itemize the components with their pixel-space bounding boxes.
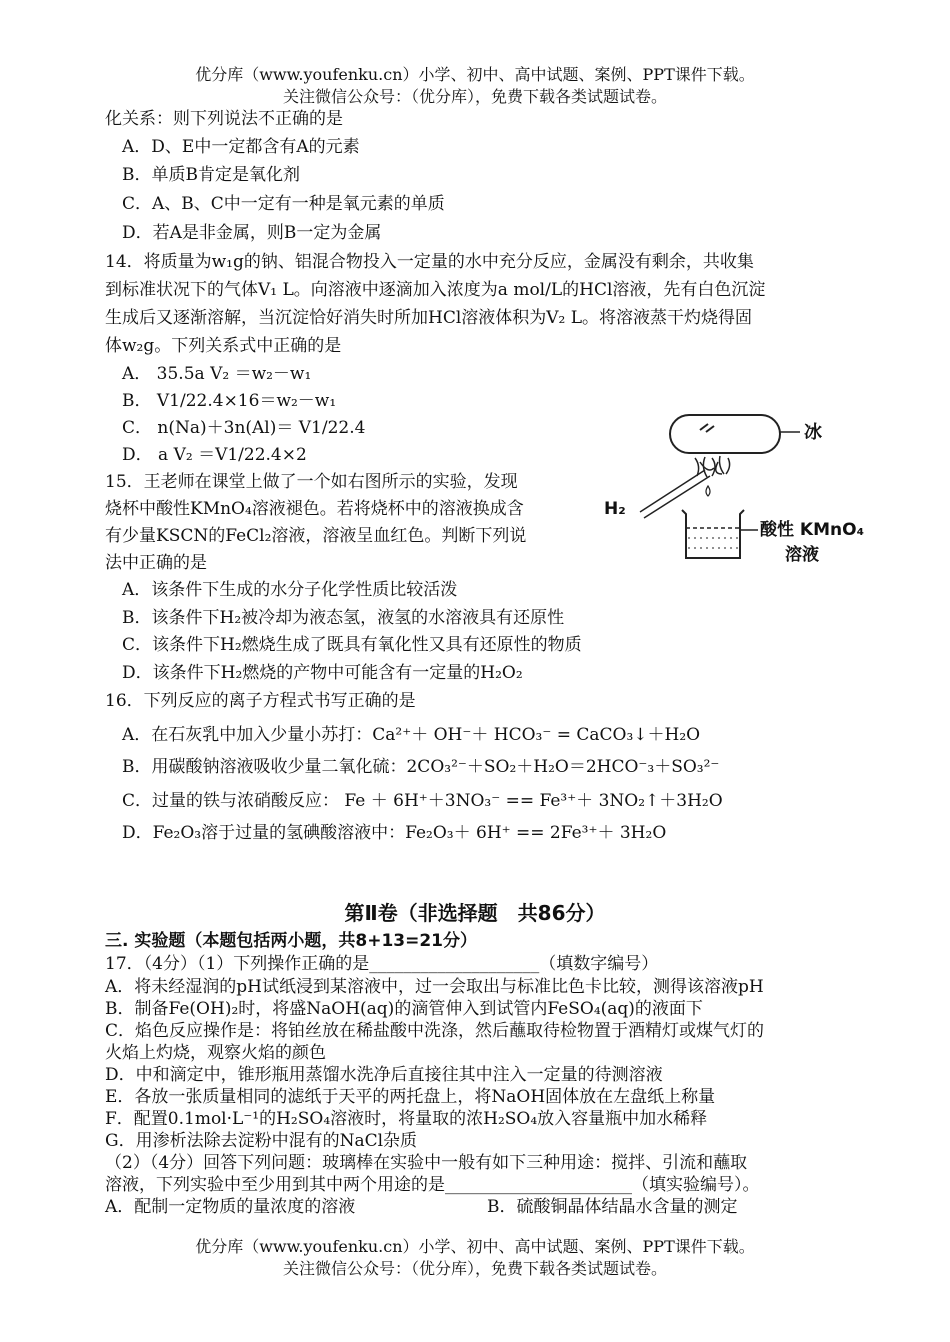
q17-option-b: B．制备Fe(OH)₂时，将盛NaOH(aq)的滴管伸入到试管内FeSO₄(aq)的液面下 <box>105 999 703 1019</box>
experiment-figure <box>600 410 890 600</box>
beaker-label-line-2: 溶液 <box>785 545 819 565</box>
q15-option-d: D．该条件下H₂燃烧的产物中可能含有一定量的H₂O₂ <box>122 663 523 683</box>
q17-part2-option-a: A．配制一定物质的量浓度的溶液 <box>105 1197 356 1217</box>
q14-option-b: B． V1/22.4×16＝w₂－w₁ <box>122 391 337 411</box>
q14-line-1: 14．将质量为w₁g的钠、铝混合物投入一定量的水中充分反应，金属没有剩余，共收集 <box>105 252 754 272</box>
delivery-tube <box>640 470 710 518</box>
q15-option-b: B．该条件下H₂被冷却为液态氢，液氢的水溶液具有还原性 <box>122 608 565 628</box>
drop-icon <box>706 486 710 496</box>
section-3-heading: 三. 实验题（本题包括两小题，共8+13=21分） <box>105 931 478 951</box>
q17-part2-line-1: （2）（4分）回答下列问题：玻璃棒在实验中一般有如下三种用途：搅拌、引流和蘸取 <box>105 1153 748 1173</box>
footer-line-2: 关注微信公众号：（优分库），免费下载各类试题试卷。 <box>282 1259 667 1278</box>
q14-line-3: 生成后又逐渐溶解，当沉淀恰好消失时所加HCl溶液体积为V₂ L。将溶液蒸干灼烧得固 <box>105 308 753 328</box>
q17-option-d: D．中和滴定中，锥形瓶用蒸馏水洗净后直接往其中注入一定量的待测溶液 <box>105 1065 663 1085</box>
q13-option-a: A．D、E中一定都含有A的元素 <box>122 137 360 157</box>
beaker-icon <box>682 510 744 558</box>
q15-line-1: 15．王老师在课堂上做了一个如右图所示的实验，发现 <box>105 472 518 492</box>
q17-option-f: F．配置0.1mol·L⁻¹的H₂SO₄溶液时，将量取的浓H₂SO₄放入容量瓶中加水稀释 <box>105 1109 708 1129</box>
q14-option-a: A． 35.5a V₂ ＝w₂－w₁ <box>122 364 312 384</box>
q14-line-2: 到标准状况下的气体V₁ L。向溶液中逐滴加入浓度为a mol/L的HCl溶液，先有白色沉淀 <box>105 280 766 300</box>
q14-line-4: 体w₂g。下列关系式中正确的是 <box>105 336 342 356</box>
q14-option-d: D． a V₂ ＝V1/22.4×2 <box>122 445 307 465</box>
q14-option-c: C． n(Na)＋3n(Al)＝ V1/22.4 <box>122 418 366 438</box>
section-2-title: 第Ⅱ卷（非选择题 共86分） <box>344 901 606 925</box>
q13-intro: 化关系：则下列说法不正确的是 <box>105 109 343 129</box>
q13-option-c: C．A、B、C中一定有一种是氧元素的单质 <box>122 194 445 214</box>
h2-label: H₂ <box>604 499 626 519</box>
q17-option-a: A．将未经湿润的pH试纸浸到某溶液中，过一会取出与标准比色卡比较，测得该溶液pH <box>105 977 764 997</box>
q17-option-e: E．各放一张质量相同的滤纸于天平的两托盘上，将NaOH固体放在左盘纸上称量 <box>105 1087 716 1107</box>
ice-label: 冰 <box>804 422 822 443</box>
q16-intro: 16．下列反应的离子方程式书写正确的是 <box>105 691 416 711</box>
q16-option-d: D．Fe₂O₃溶于过量的氢碘酸溶液中：Fe₂O₃＋ 6H⁺ == 2Fe³⁺＋ 3H₂O <box>122 823 667 843</box>
q15-line-3: 有少量KSCN的FeCl₂溶液，溶液呈血红色。判断下列说 <box>105 526 527 546</box>
q13-option-b: B．单质B肯定是氧化剂 <box>122 165 300 185</box>
q16-option-c: C．过量的铁与浓硝酸反应： Fe ＋ 6H⁺＋3NO₃⁻ == Fe³⁺＋ 3NO₂↑＋3H₂O <box>122 791 723 811</box>
header-line-1: 优分库（www.youfenku.cn）小学、初中、高中试题、案例、PPT课件下载。 <box>195 65 755 84</box>
q15-option-a: A．该条件下生成的水分子化学性质比较活泼 <box>122 580 458 600</box>
q17-part2-line-2: 溶液，下列实验中至少用到其中两个用途的是______________________（填实验编号）。 <box>105 1175 760 1195</box>
q13-option-d: D．若A是非金属，则B一定为金属 <box>122 223 382 243</box>
header-line-2: 关注微信公众号：（优分库），免费下载各类试题试卷。 <box>282 87 667 106</box>
q15-line-2: 烧杯中酸性KMnO₄溶液褪色。若将烧杯中的溶液换成含 <box>105 499 524 519</box>
q15-option-c: C．该条件下H₂燃烧生成了既具有氧化性又具有还原性的物质 <box>122 635 582 655</box>
q16-option-a: A．在石灰乳中加入少量小苏打：Ca²⁺＋ OH⁻＋ HCO₃⁻ = CaCO₃↓＋H₂O <box>122 725 701 745</box>
q17-option-c-cont: 火焰上灼烧，观察火焰的颜色 <box>105 1043 326 1063</box>
beaker-label-line-1: 酸性 KMnO₄ <box>760 520 865 540</box>
q15-line-4: 法中正确的是 <box>105 553 207 573</box>
q16-option-b: B．用碳酸钠溶液吸收少量二氧化硫：2CO₃²⁻＋SO₂＋H₂O＝2HCO⁻₃＋SO₃²⁻ <box>122 757 720 777</box>
q17-part2-option-b: B．硫酸铜晶体结晶水含量的测定 <box>487 1197 738 1217</box>
q17-option-c: C．焰色反应操作是：将铂丝放在稀盐酸中洗涤，然后蘸取待检物置于酒精灯或煤气灯的 <box>105 1021 765 1041</box>
q17-option-g: G．用渗析法除去淀粉中混有的NaCl杂质 <box>105 1131 418 1151</box>
ice-flask <box>670 415 780 453</box>
q17-stem: 17．（4分）（1）下列操作正确的是____________________（填数字编号） <box>105 954 659 974</box>
footer-line-1: 优分库（www.youfenku.cn）小学、初中、高中试题、案例、PPT课件下载。 <box>195 1237 755 1256</box>
